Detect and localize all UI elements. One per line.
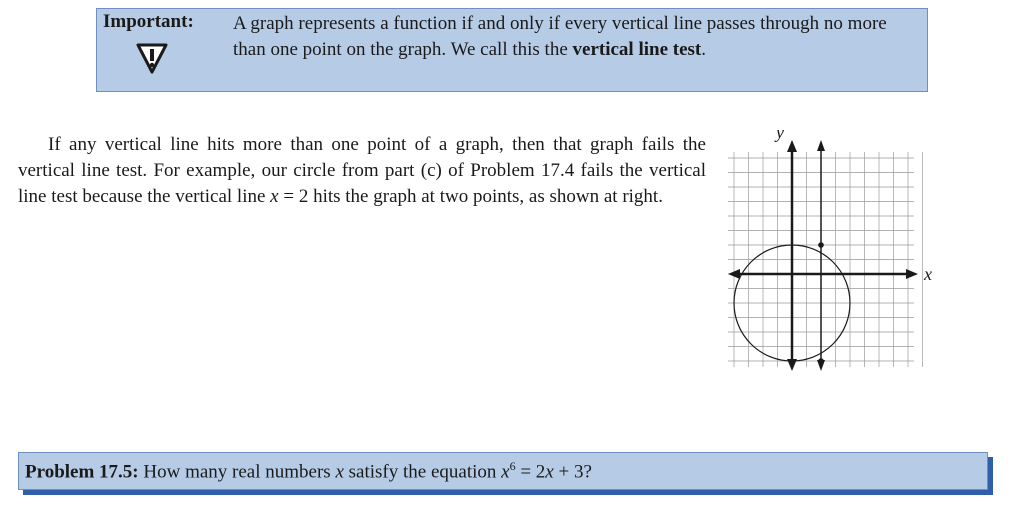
important-label: Important: xyxy=(103,11,194,32)
problem-text: Problem 17.5: How many real numbers x satisfy the equation $x^6 = 2x + 3$? xyxy=(25,459,592,483)
x-axis-arrow-right xyxy=(906,269,918,279)
circle-vertical-line-graph xyxy=(722,130,1010,422)
important-text: A graph represents a function if and only if every vertical line passes through no more than one point on the graph. We call this the vertical line test. xyxy=(233,13,887,60)
vertical-line-test-term: vertical line test xyxy=(572,39,702,60)
y-axis-label: y xyxy=(776,130,784,142)
vertical-line-arrow-top xyxy=(817,140,825,151)
intersection-point-top xyxy=(818,242,824,248)
x-axis-label: x xyxy=(924,264,932,284)
warning-shield-icon xyxy=(135,41,169,75)
problem-label: Problem 17.5: xyxy=(25,461,139,483)
body-paragraph: If any vertical line hits more than one point of a graph, then that graph fails the vertical line test. For example, our circle from part (c) of Problem 17.4 fails the vertical line test because the vertical line x = 2 hits the graph at two points, as shown at right. xyxy=(18,134,706,207)
y-axis-arrow-top xyxy=(787,140,797,152)
problem-box xyxy=(18,452,988,490)
important-callout xyxy=(96,8,928,92)
grid xyxy=(722,152,923,367)
intersection-point-bottom xyxy=(818,358,824,364)
